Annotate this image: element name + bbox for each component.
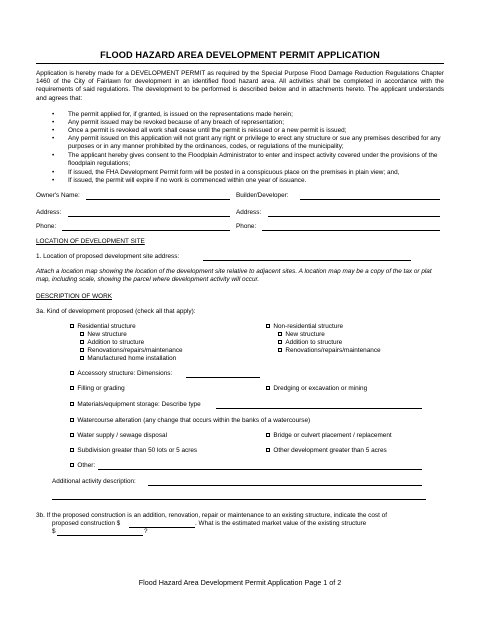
res-manufactured-label: Manufactured home installation bbox=[87, 355, 177, 362]
materials-type-field[interactable] bbox=[216, 408, 422, 409]
nonres-addition-checkbox[interactable] bbox=[278, 339, 342, 347]
checkbox-icon bbox=[70, 448, 74, 452]
page-title: FLOOD HAZARD AREA DEVELOPMENT PERMIT APPLICATION bbox=[100, 50, 380, 60]
site-address-field[interactable] bbox=[203, 260, 411, 261]
other-development-label: Other development greater than 5 acres bbox=[273, 447, 387, 454]
cost-question-line2-end: . What is the estimated market value of the existing structure bbox=[195, 520, 367, 527]
condition-item: Any permit issued may be revoked because of any breach of representation; bbox=[68, 119, 284, 126]
residential-label: Residential structure bbox=[77, 323, 136, 330]
builder-field[interactable] bbox=[300, 199, 440, 200]
work-heading: DESCRIPTION OF WORK bbox=[36, 293, 112, 300]
watercourse-label: Watercourse alteration (any change that occurs within the banks of a watercourse) bbox=[77, 417, 311, 424]
page-footer: Flood Hazard Area Development Permit Application Page 1 of 2 bbox=[138, 578, 342, 587]
additional-activity-field[interactable] bbox=[148, 485, 422, 486]
condition-item: Any permit issued on this application will not grant any right or privilege to erect any structure or sue any premises described for any purposes or in any manner prohibited by the ordinances, codes, or regulations of the municipality; bbox=[68, 135, 441, 151]
filling-checkbox[interactable] bbox=[70, 385, 125, 393]
nonresidential-label: Non-residential structure bbox=[273, 323, 344, 330]
checkbox-icon bbox=[278, 348, 282, 352]
checkbox-icon bbox=[70, 418, 74, 422]
market-value-dollar: $ bbox=[52, 528, 56, 535]
checkbox-icon bbox=[266, 433, 270, 437]
site-address-label: 1. Location of proposed development site address: bbox=[36, 253, 180, 260]
additional-activity-field-2[interactable] bbox=[52, 499, 426, 500]
residential-checkbox[interactable] bbox=[70, 323, 136, 331]
bullet-icon: • bbox=[52, 111, 55, 118]
bullet-icon: • bbox=[52, 127, 55, 134]
condition-item: The applicant hereby gives consent to the Floodplain Administrator to enter and inspect activity covered under the provisions of the floodplain regulations; bbox=[68, 152, 438, 168]
builder-phone-field[interactable] bbox=[262, 230, 440, 231]
additional-activity-label: Additional activity description: bbox=[52, 478, 136, 485]
bullet-icon: • bbox=[52, 135, 55, 142]
intro-paragraph: Application is hereby made for a DEVELOPMENT PERMIT as required by the Special Purpose Flood Damage Reduction Regulations Chapter 1460 of the City of Fairlawn for development in an identified flood hazard area. All activities shall be completed in accordance with the requirements of said regulations. The development to be performed is described below and in attachments hereto. The applicant understands and agrees that: bbox=[36, 70, 444, 102]
checkbox-icon bbox=[80, 332, 84, 336]
checkbox-icon bbox=[80, 356, 84, 360]
accessory-checkbox[interactable] bbox=[70, 370, 172, 378]
water-supply-label: Water supply / sewage disposal bbox=[77, 432, 168, 439]
res-renovation-label: Renovations/repairs/maintenance bbox=[87, 347, 183, 354]
builder-phone-label: Phone: bbox=[236, 223, 257, 230]
res-renovation-checkbox[interactable] bbox=[80, 347, 183, 355]
subdivision-checkbox[interactable] bbox=[70, 447, 197, 455]
accessory-label: Accessory structure: Dimensions: bbox=[77, 370, 173, 377]
development-kind-label: 3a. Kind of development proposed (check all that apply): bbox=[36, 308, 196, 315]
watercourse-checkbox[interactable] bbox=[70, 417, 310, 425]
owner-name-label: Owner's Name: bbox=[36, 192, 80, 199]
builder-label: Builder/Developer: bbox=[236, 192, 289, 199]
checkbox-icon bbox=[266, 448, 270, 452]
checkbox-icon bbox=[70, 402, 74, 406]
other-development-checkbox[interactable] bbox=[266, 447, 387, 455]
other-label: Other: bbox=[77, 462, 96, 469]
res-new-checkbox[interactable] bbox=[80, 331, 127, 339]
owner-phone-label: Phone: bbox=[36, 223, 57, 230]
checkbox-icon bbox=[278, 332, 282, 336]
water-supply-checkbox[interactable] bbox=[70, 432, 167, 440]
cost-question-line1: 3b. If the proposed construction is an addition, renovation, repair or maintenance to an existing structure, indicate the cost of bbox=[36, 512, 387, 519]
location-heading: LOCATION OF DEVELOPMENT SITE bbox=[36, 238, 145, 245]
condition-item: Once a permit is revoked all work shall cease until the permit is reissued or a new permit is issued; bbox=[68, 127, 347, 134]
condition-item: The permit applied for, if granted, is issued on the representations made herein; bbox=[68, 111, 293, 118]
res-new-label: New structure bbox=[87, 331, 127, 338]
nonres-renovation-checkbox[interactable] bbox=[278, 347, 381, 355]
nonres-addition-label: Addition to structure bbox=[285, 339, 343, 346]
nonresidential-checkbox[interactable] bbox=[266, 323, 343, 331]
bullet-icon: • bbox=[52, 119, 55, 126]
checkbox-icon bbox=[278, 340, 282, 344]
checkbox-icon bbox=[266, 324, 270, 328]
checkbox-icon bbox=[70, 371, 74, 375]
cost-question-line2-start: proposed construction $ bbox=[52, 520, 121, 527]
materials-label: Materials/equipment storage: Describe type bbox=[77, 401, 201, 408]
nonres-new-label: New structure bbox=[285, 331, 325, 338]
title-rule bbox=[36, 63, 444, 64]
checkbox-icon bbox=[80, 348, 84, 352]
location-map-note: Attach a location map showing the location of the development site relative to adjacent sites. A location map may be a copy of the tax or plat map, including scale, showing the parcel where development activity will occur. bbox=[36, 268, 432, 284]
accessory-dimensions-field[interactable] bbox=[186, 377, 260, 378]
materials-checkbox[interactable] bbox=[70, 401, 201, 409]
checkbox-icon bbox=[80, 340, 84, 344]
other-description-field[interactable] bbox=[98, 469, 422, 470]
res-addition-label: Addition to structure bbox=[87, 339, 145, 346]
builder-address-field[interactable] bbox=[268, 216, 440, 217]
res-manufactured-checkbox[interactable] bbox=[80, 355, 176, 363]
bullet-icon: • bbox=[52, 152, 55, 159]
owner-phone-field[interactable] bbox=[62, 230, 230, 231]
bullet-icon: • bbox=[52, 177, 55, 184]
checkbox-icon bbox=[266, 386, 270, 390]
nonres-renovation-label: Renovations/repairs/maintenance bbox=[285, 347, 381, 354]
market-value-field[interactable] bbox=[57, 535, 143, 536]
checkbox-icon bbox=[70, 386, 74, 390]
res-addition-checkbox[interactable] bbox=[80, 339, 144, 347]
bullet-icon: • bbox=[52, 169, 55, 176]
subdivision-label: Subdivision greater than 50 lots or 5 acres bbox=[77, 447, 198, 454]
builder-address-label: Address: bbox=[236, 209, 262, 216]
market-value-question-mark: ? bbox=[144, 528, 148, 535]
other-checkbox[interactable] bbox=[70, 462, 95, 470]
condition-item: If issued, the FHA Development Permit form will be posted in a conspicuous place on the premises in plain view; and, bbox=[68, 169, 400, 176]
bridge-label: Bridge or culvert placement / replacement bbox=[273, 432, 392, 439]
owner-address-field[interactable] bbox=[68, 216, 230, 217]
construction-cost-field[interactable] bbox=[129, 527, 195, 528]
checkbox-icon bbox=[70, 463, 74, 467]
condition-item: If issued, the permit will expire if no work is commenced within one year of issuance. bbox=[68, 177, 307, 184]
bridge-checkbox[interactable] bbox=[266, 432, 392, 440]
dredging-checkbox[interactable] bbox=[266, 385, 367, 393]
nonres-new-checkbox[interactable] bbox=[278, 331, 325, 339]
dredging-label: Dredging or excavation or mining bbox=[273, 385, 368, 392]
filling-label: Filling or grading bbox=[77, 385, 125, 392]
owner-address-label: Address: bbox=[36, 209, 62, 216]
checkbox-icon bbox=[70, 324, 74, 328]
checkbox-icon bbox=[70, 433, 74, 437]
owner-name-field[interactable] bbox=[86, 199, 230, 200]
